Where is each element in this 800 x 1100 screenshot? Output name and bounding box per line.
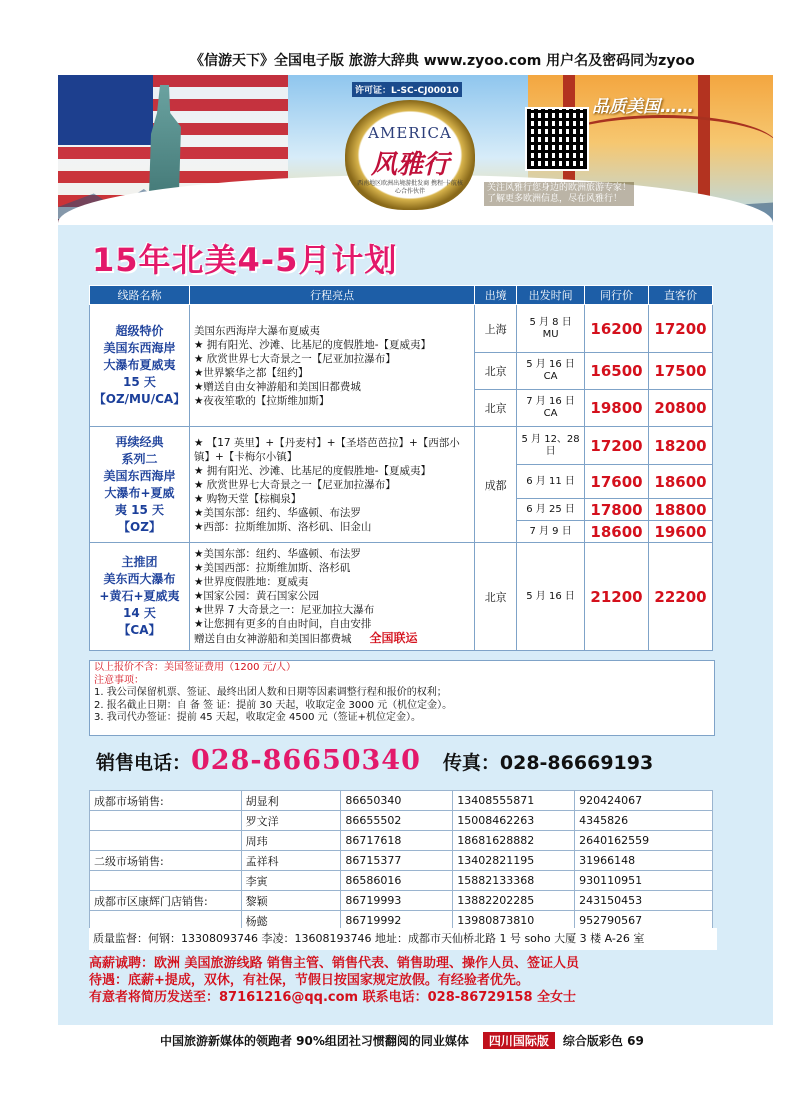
peer-price: 18600: [585, 521, 649, 543]
staff-cell: 86586016: [341, 871, 453, 891]
route-name-line: 14 天: [123, 606, 156, 620]
column-header: 线路名称: [90, 286, 190, 305]
hiring-line: 有意者将简历发送至：87161216@qq.com 联系电话：028-86729158 全女士: [89, 990, 577, 1005]
peer-price: 19800: [585, 390, 649, 427]
table-row: [90, 811, 713, 831]
route-name-line: 系列二: [121, 451, 158, 466]
staff-cell: 胡显利: [241, 791, 341, 811]
staff-cell: 李寅: [241, 871, 341, 891]
staff-cell: 920424067: [575, 791, 713, 811]
route-name: [90, 305, 190, 427]
peer-price: 17800: [585, 499, 649, 521]
staff-cell: 孟祥科: [241, 851, 341, 871]
footer-left: 中国旅游新媒体的领跑者 90%组团社习惯翻阅的同业媒体: [160, 1034, 469, 1048]
route-name-line: +黄石+夏威夷: [99, 589, 180, 603]
departure-date: 7 月 9 日: [517, 521, 585, 543]
sales-phone[interactable]: 028-86650340: [191, 745, 421, 776]
sales-label: 销售电话：: [96, 752, 192, 774]
route-name-line: 【CA】: [118, 623, 161, 637]
highlight-line: ★世界 7 大奇景之一：尼亚加拉大瀑布: [193, 604, 375, 616]
table-row: [90, 871, 713, 891]
staff-cell: 86719992: [341, 911, 453, 931]
date-text: 5 月 16 日: [526, 359, 575, 370]
table-row: [90, 305, 713, 353]
staff-cell: 243150453: [575, 891, 713, 911]
staff-cell: 成都市场销售:: [90, 791, 242, 811]
staff-cell: 86717618: [341, 831, 453, 851]
excluded-label: 以上报价不含：: [94, 662, 164, 673]
tagline-line: 了解更多欧洲信息，尽在风雅行！: [487, 194, 623, 204]
fax-label: 传真：: [442, 752, 500, 774]
departure-date: 6 月 25 日: [517, 499, 585, 521]
carrier-code: CA: [543, 408, 558, 419]
highlight-line: 美国东西海岸大瀑布夏威夷: [193, 324, 320, 337]
staff-cell: 13882202285: [453, 891, 575, 911]
tagline-line: 关注风雅行您身边的欧洲旅游专家！: [487, 183, 632, 193]
route-name-line: 美国东西海岸: [103, 341, 176, 355]
route-name-line: 美东西大瀑布: [103, 572, 176, 586]
table-row: [90, 851, 713, 871]
highlight-line: ★ 购物天堂【棕榈泉】: [193, 492, 302, 505]
direct-price: 18200: [648, 427, 712, 465]
staff-cell: 2640162559: [575, 831, 713, 851]
staff-cell: 罗文洋: [241, 811, 341, 831]
page-number: 综合版彩色 69: [562, 1034, 644, 1048]
staff-cell: 86650340: [341, 791, 453, 811]
route-name-line: 15 天: [123, 375, 156, 389]
highlight-line: ★西部：拉斯维加斯、洛杉矶、旧金山: [193, 520, 372, 533]
notes-title: 注意事项：: [94, 674, 144, 686]
peer-price: 16500: [585, 353, 649, 390]
staff-cell: 13980873810: [453, 911, 575, 931]
staff-cell: 930110951: [575, 871, 713, 891]
departure-date: 6 月 11 日: [517, 465, 585, 499]
direct-price: 22200: [648, 543, 712, 651]
table-row: [90, 427, 713, 465]
slogan: 品质美国……: [592, 97, 694, 117]
direct-price: 18600: [648, 465, 712, 499]
route-name-line: 大瀑布+夏威: [104, 485, 175, 500]
itinerary-table: [89, 285, 713, 651]
column-header: 直客价: [648, 286, 712, 305]
route-name-line: 【OZ/MU/CA】: [93, 392, 186, 406]
highlight-text: 赠送自由女神游船和美国旧都费城: [193, 633, 352, 645]
departure-city: 北京: [475, 353, 517, 390]
route-name-line: 再续经典: [115, 434, 164, 449]
highlight-line: ★夜夜笙歌的【拉斯维加斯】: [193, 394, 330, 407]
route-name: [90, 543, 190, 651]
table-row: [90, 791, 713, 811]
staff-cell: 二级市场销售:: [90, 851, 242, 871]
departure-city: 北京: [475, 543, 517, 651]
route-name-line: 超级特价: [115, 324, 164, 338]
highlight-line: ★国家公园：黄石国家公园: [193, 590, 319, 602]
logo-subtitle: 西南地区欧洲出境游批发商 携程·卡航核心合作伙伴: [357, 180, 463, 195]
staff-cell: [90, 811, 242, 831]
staff-cell: 86715377: [341, 851, 453, 871]
footer: [160, 1032, 644, 1049]
direct-price: 17500: [648, 353, 712, 390]
logo-english: AMERICA: [368, 124, 452, 142]
route-name-line: 夷 15 天: [114, 502, 165, 517]
page-title: 15年北美4-5月计划: [92, 241, 398, 279]
direct-price: 17200: [648, 305, 712, 353]
route-highlights: [189, 305, 474, 427]
route-name-line: 【OZ】: [118, 519, 161, 534]
staff-cell: 86719993: [341, 891, 453, 911]
nationwide-connection-label: 全国联运: [369, 631, 418, 645]
departure-city: 成都: [475, 427, 517, 543]
staff-cell: 13402821195: [453, 851, 575, 871]
quality-supervision: 质量监督：何钢：13308093746 李凌：13608193746 地址：成都市天仙桥北路 1 号 soho 大厦 3 楼 A-26 室: [89, 928, 717, 950]
departure-date: 5 月 12、28 日: [517, 427, 585, 465]
excluded-value: 美国签证费用（1200 元/人）: [164, 662, 296, 673]
tagline: [484, 182, 634, 206]
peer-price: 17600: [585, 465, 649, 499]
flag-canton: [58, 75, 153, 145]
highlight-line: ★ 欣赏世界七大奇景之一【尼亚加拉瀑布】: [193, 352, 396, 365]
date-text: 7 月 16 日: [526, 396, 575, 407]
license-number: 许可证：L-SC-CJ00010: [352, 82, 462, 97]
peer-price: 21200: [585, 543, 649, 651]
staff-cell: 周玮: [241, 831, 341, 851]
hiring-line: 高薪诚聘：欧洲 美国旅游线路 销售主管、销售代表、销售助理、操作人员、签证人员: [89, 956, 580, 971]
logo-chinese: 风雅行: [370, 150, 449, 180]
excluded-line: [94, 662, 710, 675]
column-header: 出境: [475, 286, 517, 305]
route-name: [90, 427, 190, 543]
highlight-line: ★ 拥有阳光、沙滩、比基尼的度假胜地-【夏威夷】: [193, 464, 432, 477]
sales-contact: [96, 745, 653, 776]
staff-cell: 952790567: [575, 911, 713, 931]
notes-box: [89, 660, 715, 736]
highlight-line: [194, 631, 470, 646]
highlight-line: ★ 拥有阳光、沙滩、比基尼的度假胜地-【夏威夷】: [193, 338, 432, 351]
highlight-line: ★赠送自由女神游船和美国旧都费城: [193, 380, 361, 393]
highlight-line: ★世界度假胜地：夏威夷: [193, 576, 309, 588]
peer-price: 17200: [585, 427, 649, 465]
departure-date: [517, 390, 585, 427]
staff-cell: 15008462263: [453, 811, 575, 831]
staff-cell: 13408555871: [453, 791, 575, 811]
carrier-code: MU: [542, 328, 559, 340]
departure-date: [517, 353, 585, 390]
fax-number: 028-86669193: [499, 752, 654, 774]
highlight-line: ★让您拥有更多的自由时间，自由安排: [193, 618, 372, 630]
table-row: [90, 543, 713, 651]
column-header: 同行价: [585, 286, 649, 305]
edition-badge: 四川国际版: [483, 1032, 555, 1049]
table-header-row: [90, 286, 713, 305]
column-header: 出发时间: [517, 286, 585, 305]
route-highlights: [189, 427, 474, 543]
direct-price: 18800: [648, 499, 712, 521]
staff-cell: 18681628882: [453, 831, 575, 851]
date-text: 5 月 8 日: [529, 316, 572, 328]
hiring-line: 待遇：底薪+提成，双休，有社保，节假日按国家规定放假。有经验者优先。: [89, 973, 529, 988]
column-header: 行程亮点: [189, 286, 474, 305]
departure-city: 上海: [475, 305, 517, 353]
carrier-code: CA: [543, 371, 558, 382]
highlight-line: ★美国西部：拉斯维加斯、洛杉矶: [193, 562, 351, 574]
peer-price: 16200: [585, 305, 649, 353]
staff-cell: 杨懿: [241, 911, 341, 931]
staff-cell: 黎颖: [241, 891, 341, 911]
note-item: 2. 报名截止日期：自 备 签 证：提前 30 天起，收取定金 3000 元（机位定金）。: [94, 699, 453, 711]
direct-price: 20800: [648, 390, 712, 427]
staff-cell: 4345826: [575, 811, 713, 831]
note-item: 1. 我公司保留机票、签证、最终出团人数和日期等因素调整行程和报价的权利；: [94, 687, 447, 698]
staff-cell: 86655502: [341, 811, 453, 831]
staff-table: [89, 790, 713, 931]
table-row: [90, 891, 713, 911]
route-name-line: 大瀑布夏威夷: [103, 358, 176, 372]
staff-cell: 成都市区康辉门店销售:: [90, 891, 242, 911]
departure-date: [517, 305, 585, 353]
header-line: 《信游天下》全国电子版 旅游大辞典 www.zyoo.com 用户名及密码同为zyoo: [190, 53, 695, 69]
brand-logo: [345, 100, 475, 210]
staff-cell: [90, 871, 242, 891]
highlight-line: ★ 欣赏世界七大奇景之一【尼亚加拉瀑布】: [193, 478, 396, 491]
hiring-notice: [89, 955, 713, 1006]
note-item: 3. 我司代办签证：提前 45 天起，收取定金 4500 元（签证+机位定金）。: [94, 712, 421, 723]
highlight-line: ★世界繁华之都【纽约】: [193, 366, 309, 379]
staff-cell: 15882133368: [453, 871, 575, 891]
highlight-line: ★美国东部：纽约、华盛顿、布法罗: [193, 506, 361, 519]
route-name-line: 主推团: [121, 555, 158, 569]
staff-cell: 31966148: [575, 851, 713, 871]
route-name-line: 美国东西海岸: [103, 468, 176, 483]
table-row: [90, 831, 713, 851]
qr-code-icon[interactable]: [525, 107, 589, 171]
staff-cell: [90, 831, 242, 851]
direct-price: 19600: [648, 521, 712, 543]
departure-city: 北京: [475, 390, 517, 427]
highlight-line: ★ 【17 英里】+【丹麦村】+【圣塔芭芭拉】+【西部小镇】+【卡梅尔小镇】: [193, 436, 460, 463]
departure-date: 5 月 16 日: [517, 543, 585, 651]
highlight-line: ★美国东部：纽约、华盛顿、布法罗: [193, 548, 361, 560]
route-highlights: [189, 543, 474, 651]
